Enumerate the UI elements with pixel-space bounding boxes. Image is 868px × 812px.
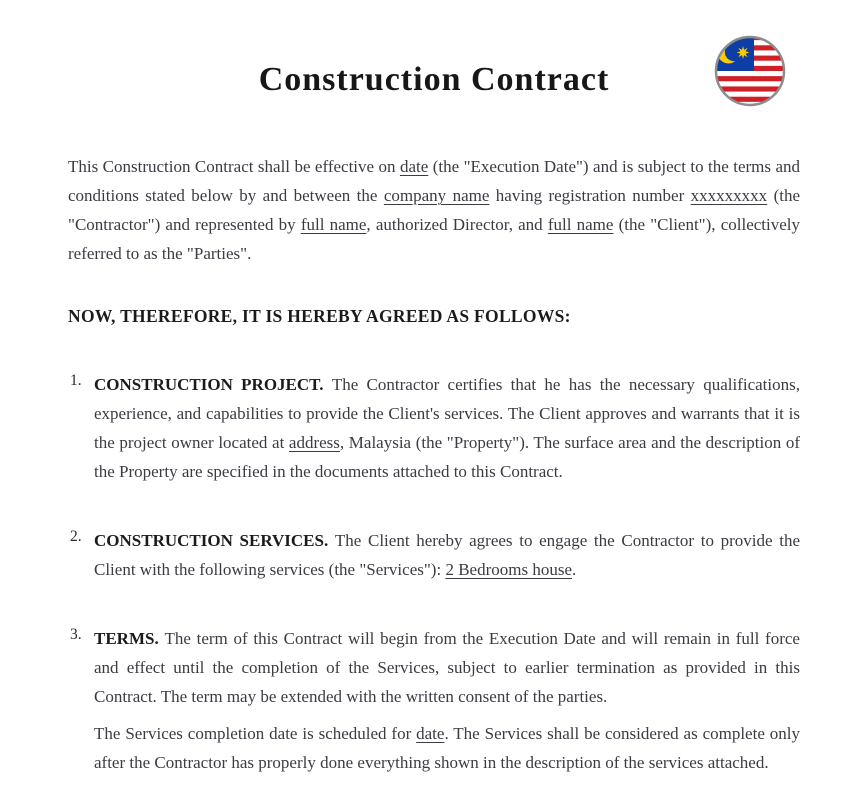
clause-paragraph: CONSTRUCTION PROJECT. The Contractor certifies that he has the necessary qualifications, experience, and capabilities to provide the Client's services. The Client approves and warrants that it is the project owner located at address, Malaysia (the "Property"). The surface area and the description of the Property are specified in the documents attached to this Contract. [94,375,800,481]
flag-star [737,46,750,59]
clause-paragraph: TERMS. The term of this Contract will begin from the Execution Date and will remain in full force and effect until the completion of the Services, subject to earlier termination as provided in this Contract. The term may be extended with the written consent of the parties. [94,629,800,706]
agreement-heading: NOW, THEREFORE, IT IS HEREBY AGREED AS FOLLOWS: [68,306,571,326]
clause-construction-services [68,526,800,584]
clause-number: 1. [70,372,82,389]
clause-number: 3. [70,626,82,643]
intro-paragraph: This Construction Contract shall be effective on date (the "Execution Date") and is subject to the terms and conditions stated below by and between the company name having registration number xxxxxxxxx (the "Contractor") and represented by full name, authorized Director, and full name (the "Client"), collectively referred to as the "Parties". [68,157,801,263]
clause-terms [68,624,800,777]
malaysia-flag-svg [714,35,786,107]
clause-construction-project [68,370,800,486]
clause-list [68,370,800,777]
clause-paragraph: CONSTRUCTION SERVICES. The Client hereby agrees to engage the Contractor to provide the Client with the following services (the "Services"): 2 Bedrooms house. [94,531,800,579]
clause-paragraph: The Services completion date is scheduled for date. The Services shall be considered as complete only after the Contractor has properly done everything shown in the description of the services attached. [94,724,800,772]
document-title: Construction Contract [258,61,610,98]
clause-number: 2. [70,528,82,545]
malaysia-flag-icon [714,35,786,107]
